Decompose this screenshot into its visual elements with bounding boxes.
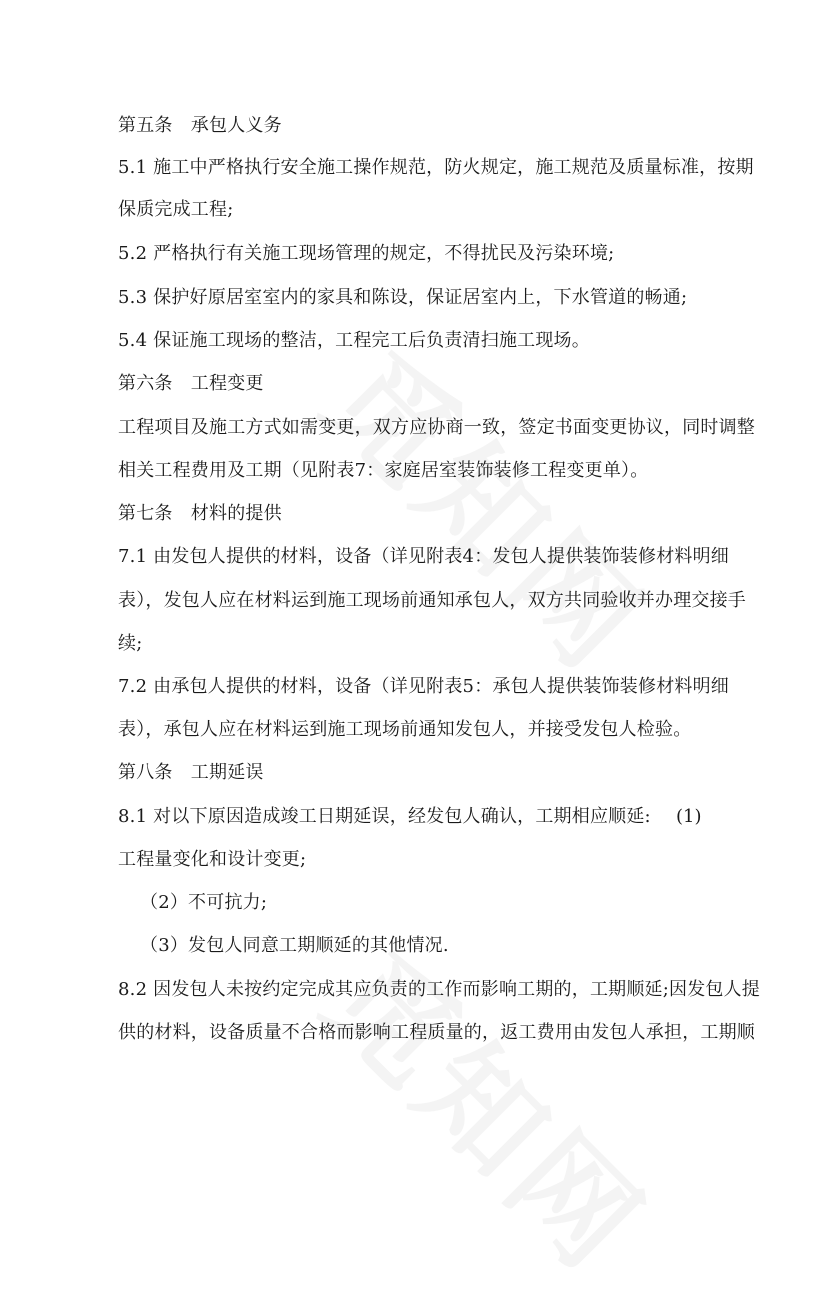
clause-8-1-item-2: （2）不可抗力; — [140, 892, 268, 913]
article-6-text-line-2: 相关工程费用及工期（见附表7：家庭居室装饰装修工程变更单）。 — [118, 460, 649, 481]
clause-8-1-item-3: （3）发包人同意工期顺延的其他情况. — [140, 935, 449, 956]
clause-7-1-line-2: 表），发包人应在材料运到施工现场前通知承包人，双方共同验收并办理交接手 — [118, 590, 746, 611]
clause-5-4: 5.4 保证施工现场的整洁，工程完工后负责清扫施工现场。 — [118, 330, 590, 351]
watermark — [295, 309, 688, 702]
clause-5-2: 5.2 严格执行有关施工现场管理的规定，不得扰民及污染环境; — [118, 243, 615, 264]
article-7-heading: 第七条 材料的提供 — [118, 503, 282, 524]
clause-8-2-line-1: 8.2 因发包人未按约定完成其应负责的工作而影响工期的，工期顺延;因发包人提 — [118, 979, 761, 1000]
article-6-heading: 第六条 工程变更 — [118, 373, 264, 394]
article-8-heading: 第八条 工期延误 — [118, 762, 264, 783]
clause-5-3: 5.3 保护好原居室室内的家具和陈设，保证居室内上，下水管道的畅通; — [118, 287, 688, 308]
clause-8-1-line-1: 8.1 对以下原因造成竣工日期延误，经发包人确认，工期相应顺延: — [118, 806, 651, 827]
clause-7-1-line-1: 7.1 由发包人提供的材料，设备（详见附表4：发包人提供装饰装修材料明细 — [118, 546, 729, 567]
clause-8-1-item-1: 工程量变化和设计变更; — [118, 849, 307, 870]
clause-7-2-line-1: 7.2 由承包人提供的材料，设备（详见附表5：承包人提供装饰装修材料明细 — [118, 676, 729, 697]
clause-5-1-line-2: 保质完成工程; — [118, 199, 234, 220]
watermark-bottom — [295, 909, 688, 1302]
clause-8-2-line-2: 供的材料，设备质量不合格而影响工程质量的，返工费用由发包人承担，工期顺 — [118, 1022, 755, 1043]
article-5-heading: 第五条 承包人义务 — [118, 115, 282, 136]
clause-7-2-line-2: 表），承包人应在材料运到施工现场前通知发包人，并接受发包人检验。 — [118, 719, 692, 740]
clause-5-1-line-1: 5.1 施工中严格执行安全施工操作规范，防火规定，施工规范及质量标准，按期 — [118, 157, 754, 178]
article-6-text-line-1: 工程项目及施工方式如需变更，双方应协商一致，签定书面变更协议，同时调整 — [118, 417, 755, 438]
clause-7-1-line-3: 续; — [118, 633, 143, 654]
clause-8-1-item-1-marker: (1) — [676, 806, 702, 827]
